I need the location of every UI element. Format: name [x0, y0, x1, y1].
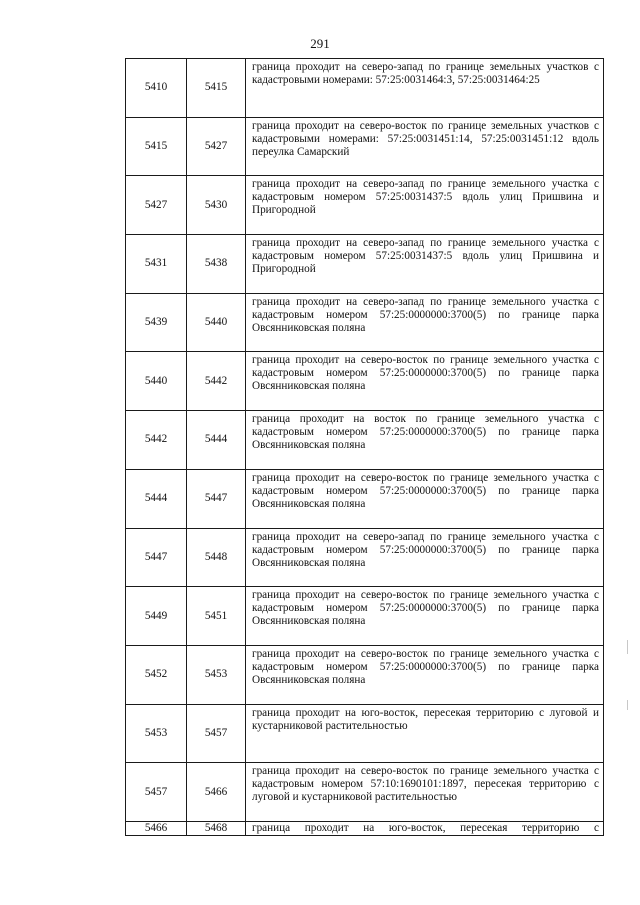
- boundary-description: граница проходит на северо-восток по границе земельного участка с кадастровым номером 57:25:0000000:3700(5) по границе парка Овсянниковская поляна: [246, 645, 604, 704]
- point-from: 5444: [126, 469, 187, 528]
- point-from: 5431: [126, 235, 187, 294]
- point-from: 5453: [126, 704, 187, 763]
- table-row: [126, 645, 604, 704]
- boundary-description: граница проходит на северо-восток по границе земельного участка с кадастровым номером 57:25:0000000:3700(5) по границе парка Овсянниковская поляна: [246, 469, 604, 528]
- point-from: 5440: [126, 352, 187, 411]
- point-to: 5466: [187, 763, 246, 822]
- boundary-description: граница проходит на северо-запад по границе земельного участка с кадастровым номером 57:25:0031437:5 вдоль улиц Пришвина и Пригородной: [246, 176, 604, 235]
- point-to: 5438: [187, 235, 246, 294]
- table-row: [126, 587, 604, 646]
- point-to: 5442: [187, 352, 246, 411]
- point-to: 5448: [187, 528, 246, 587]
- boundary-description: граница проходит на северо-восток по границе земельного участка с кадастровым номером 57:25:0000000:3700(5) по границе парка Овсянниковская поляна: [246, 587, 604, 646]
- point-to: 5430: [187, 176, 246, 235]
- scan-artifact-line: [627, 700, 628, 710]
- table-row: [126, 469, 604, 528]
- table-row: [126, 704, 604, 763]
- table-row: [126, 528, 604, 587]
- point-from: 5447: [126, 528, 187, 587]
- boundary-description: граница проходит на северо-восток по границе земельных участков с кадастровыми номерами: 57:25:0031451:14, 57:25:0031451:12 вдоль переулка Самарский: [246, 117, 604, 176]
- table-row: [126, 235, 604, 294]
- boundary-description: граница проходит на юго-восток, пересекая территорию с луговой и кустарниковой растительностью: [246, 704, 604, 763]
- point-to: 5440: [187, 293, 246, 352]
- boundary-table: [125, 58, 604, 836]
- table-row: [126, 117, 604, 176]
- boundary-description: граница проходит на юго-восток, пересекая территорию с: [246, 821, 604, 835]
- point-from: 5415: [126, 117, 187, 176]
- table-row: [126, 763, 604, 822]
- point-from: 5410: [126, 59, 187, 118]
- table-row: [126, 59, 604, 118]
- boundary-description: граница проходит на северо-восток по границе земельного участка с кадастровым номером 57:10:1690101:1897, пересекая территорию с луговой и кустарниковой растительностью: [246, 763, 604, 822]
- boundary-description: граница проходит на восток по границе земельного участка с кадастровым номером 57:25:0000000:3700(5) по границе парка Овсянниковская поляна: [246, 411, 604, 470]
- point-to: 5468: [187, 821, 246, 835]
- boundary-description: граница проходит на северо-запад по границе земельного участка с кадастровым номером 57:25:0000000:3700(5) по границе парка Овсянниковская поляна: [246, 528, 604, 587]
- boundary-description: граница проходит на северо-запад по границе земельного участка с кадастровым номером 57:25:0000000:3700(5) по границе парка Овсянниковская поляна: [246, 293, 604, 352]
- point-to: 5453: [187, 645, 246, 704]
- scan-artifact-line: [627, 640, 628, 654]
- point-to: 5427: [187, 117, 246, 176]
- point-from: 5466: [126, 821, 187, 835]
- point-from: 5457: [126, 763, 187, 822]
- boundary-description: граница проходит на северо-восток по границе земельного участка с кадастровым номером 57:25:0000000:3700(5) по границе парка Овсянниковская поляна: [246, 352, 604, 411]
- table-row: [126, 176, 604, 235]
- table-row: [126, 293, 604, 352]
- boundary-description: граница проходит на северо-запад по границе земельных участков с кадастровыми номерами: 57:25:0031464:3, 57:25:0031464:25: [246, 59, 604, 118]
- point-to: 5444: [187, 411, 246, 470]
- point-to: 5457: [187, 704, 246, 763]
- table-row: [126, 411, 604, 470]
- point-from: 5442: [126, 411, 187, 470]
- point-from: 5439: [126, 293, 187, 352]
- point-from: 5427: [126, 176, 187, 235]
- boundary-description: граница проходит на северо-запад по границе земельного участка с кадастровым номером 57:25:0031437:5 вдоль улиц Пришвина и Пригородной: [246, 235, 604, 294]
- point-from: 5449: [126, 587, 187, 646]
- point-from: 5452: [126, 645, 187, 704]
- point-to: 5447: [187, 469, 246, 528]
- table-row: [126, 821, 604, 835]
- table-row: [126, 352, 604, 411]
- page-number: 291: [310, 36, 330, 51]
- point-to: 5415: [187, 59, 246, 118]
- point-to: 5451: [187, 587, 246, 646]
